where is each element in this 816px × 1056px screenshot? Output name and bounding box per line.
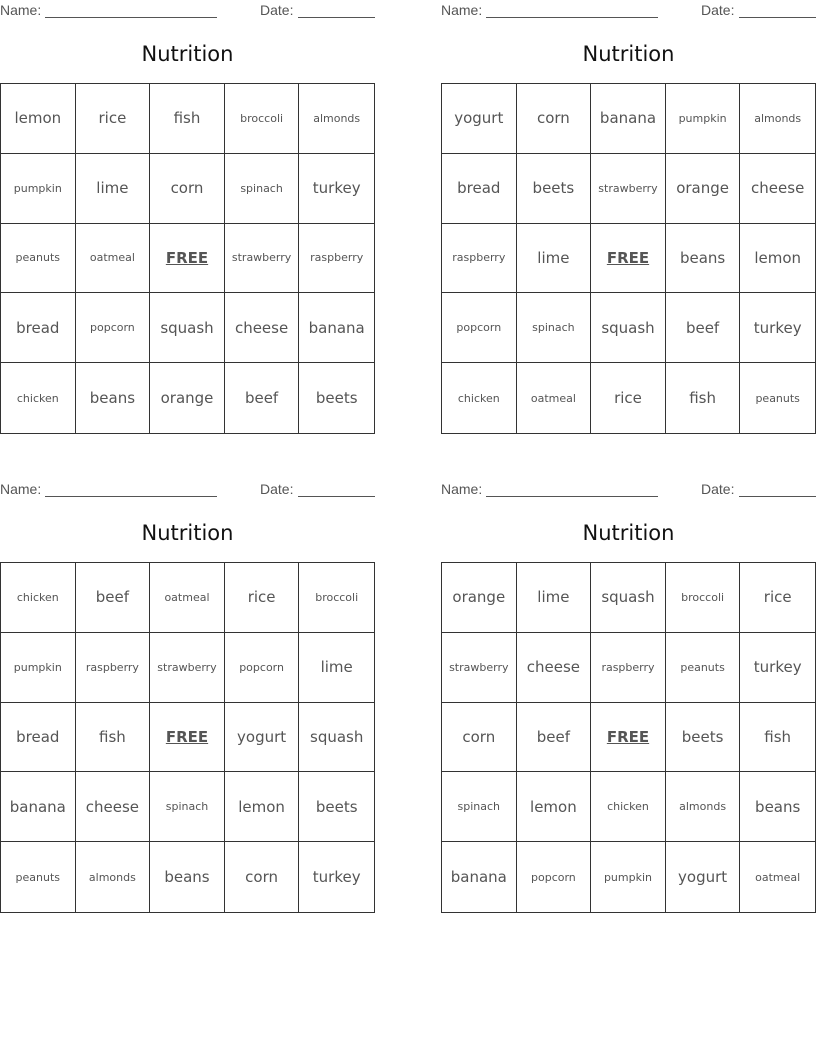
bingo-cell[interactable]: peanuts <box>1 224 76 294</box>
bingo-cell[interactable]: cheese <box>517 633 592 703</box>
bingo-cell[interactable]: corn <box>150 154 225 224</box>
bingo-cell[interactable]: broccoli <box>666 563 741 633</box>
date-field[interactable] <box>298 17 375 18</box>
card-title: Nutrition <box>141 521 234 545</box>
date-label: Date: <box>701 481 735 497</box>
bingo-cell[interactable]: yogurt <box>442 84 517 154</box>
bingo-cell[interactable]: squash <box>299 703 374 773</box>
bingo-cell[interactable]: rice <box>76 84 151 154</box>
bingo-cell[interactable]: corn <box>442 703 517 773</box>
bingo-cell[interactable]: yogurt <box>666 842 741 912</box>
bingo-cell[interactable]: popcorn <box>442 293 517 363</box>
bingo-cell[interactable]: turkey <box>740 293 815 363</box>
bingo-cell[interactable]: orange <box>150 363 225 433</box>
bingo-cell[interactable]: beans <box>740 772 815 842</box>
bingo-cell[interactable]: popcorn <box>225 633 300 703</box>
bingo-cell[interactable]: banana <box>299 293 374 363</box>
free-space-cell[interactable]: FREE <box>591 224 666 294</box>
bingo-cell[interactable]: squash <box>150 293 225 363</box>
bingo-cell[interactable]: popcorn <box>76 293 151 363</box>
bingo-cell[interactable]: oatmeal <box>755 870 801 884</box>
card-header <box>0 2 375 20</box>
date-field[interactable] <box>298 496 375 497</box>
bingo-cell[interactable]: raspberry <box>299 224 374 294</box>
bingo-cell[interactable]: broccoli <box>225 84 300 154</box>
bingo-cell[interactable]: chicken <box>442 363 517 433</box>
name-label: Name: <box>441 2 483 18</box>
bingo-cell[interactable]: fish <box>76 703 151 773</box>
bingo-cell[interactable]: beets <box>517 154 592 224</box>
bingo-cell[interactable]: banana <box>1 772 76 842</box>
bingo-cell[interactable]: oatmeal <box>150 563 225 633</box>
bingo-cell[interactable]: peanuts <box>755 391 800 405</box>
bingo-card-2 <box>441 0 816 434</box>
free-space-cell[interactable]: FREE <box>150 224 225 294</box>
bingo-cell[interactable]: almonds <box>666 772 741 842</box>
bingo-cell[interactable]: spinach <box>225 154 300 224</box>
bingo-cell[interactable]: pumpkin <box>1 154 76 224</box>
card-title: Nutrition <box>141 42 234 66</box>
bingo-cell[interactable]: cheese <box>740 154 815 224</box>
bingo-cell[interactable]: strawberry <box>442 633 517 703</box>
bingo-grid <box>0 562 375 913</box>
bingo-cell[interactable]: oatmeal <box>517 363 592 433</box>
bingo-cell[interactable]: banana <box>442 842 517 912</box>
name-label: Name: <box>441 481 483 497</box>
bingo-cell[interactable]: broccoli <box>299 563 374 633</box>
bingo-cell[interactable]: beans <box>150 842 225 912</box>
bingo-cell[interactable]: beans <box>76 363 151 433</box>
bingo-cell[interactable]: pumpkin <box>1 633 76 703</box>
bingo-cell[interactable]: lime <box>76 154 151 224</box>
bingo-cell[interactable]: beef <box>225 363 300 433</box>
bingo-cell[interactable]: beef <box>76 563 151 633</box>
bingo-cell[interactable]: lemon <box>225 772 300 842</box>
bingo-cell[interactable]: spinach <box>150 772 225 842</box>
name-field[interactable] <box>45 17 217 18</box>
bingo-cell[interactable]: strawberry <box>150 633 225 703</box>
free-space-cell[interactable]: FREE <box>150 703 225 773</box>
bingo-cell[interactable]: almonds <box>299 84 374 154</box>
bingo-cell[interactable]: raspberry <box>442 224 517 294</box>
bingo-cell[interactable]: chicken <box>591 772 666 842</box>
bingo-card-3 <box>0 479 375 913</box>
free-space-cell[interactable]: FREE <box>591 703 666 773</box>
name-field[interactable] <box>486 496 658 497</box>
bingo-card-1 <box>0 0 375 434</box>
bingo-cell[interactable]: popcorn <box>517 842 592 912</box>
bingo-cell[interactable]: yogurt <box>225 703 300 773</box>
bingo-cell[interactable]: fish <box>666 363 741 433</box>
bingo-cell[interactable]: rice <box>225 563 300 633</box>
bingo-cell[interactable]: beef <box>666 293 741 363</box>
bingo-cell[interactable]: orange <box>666 154 741 224</box>
bingo-cell[interactable]: cheese <box>225 293 300 363</box>
bingo-cell[interactable]: orange <box>442 563 517 633</box>
bingo-cell[interactable]: cheese <box>76 772 151 842</box>
bingo-cell[interactable]: beets <box>299 772 374 842</box>
bingo-cell[interactable]: squash <box>591 563 666 633</box>
bingo-cell[interactable]: lemon <box>740 224 815 294</box>
bingo-cell[interactable]: turkey <box>740 633 815 703</box>
card-header <box>441 481 816 499</box>
bingo-cell[interactable]: turkey <box>312 868 361 887</box>
bingo-cell[interactable]: corn <box>517 84 592 154</box>
bingo-cell[interactable]: beets <box>315 389 358 408</box>
bingo-cell[interactable]: beans <box>666 224 741 294</box>
bingo-cell[interactable]: lemon <box>1 84 76 154</box>
bingo-cell[interactable]: fish <box>740 703 815 773</box>
bingo-cell[interactable]: bread <box>1 703 76 773</box>
card-title: Nutrition <box>582 521 675 545</box>
bingo-cell[interactable]: lemon <box>517 772 592 842</box>
bingo-cell[interactable]: lime <box>517 563 592 633</box>
bingo-cell[interactable]: chicken <box>1 363 76 433</box>
bingo-cell[interactable]: rice <box>591 363 666 433</box>
bingo-card-4 <box>441 479 816 913</box>
bingo-grid <box>441 562 816 913</box>
bingo-cell[interactable]: lime <box>299 633 374 703</box>
bingo-grid <box>441 83 816 434</box>
bingo-cell[interactable]: strawberry <box>591 154 666 224</box>
card-title: Nutrition <box>582 42 675 66</box>
bingo-cell[interactable]: raspberry <box>591 633 666 703</box>
bingo-cell[interactable]: bread <box>442 154 517 224</box>
date-label: Date: <box>260 2 294 18</box>
bingo-cell[interactable]: pumpkin <box>666 84 741 154</box>
bingo-cell[interactable]: banana <box>591 84 666 154</box>
bingo-cell[interactable]: fish <box>150 84 225 154</box>
bingo-cell[interactable]: rice <box>740 563 815 633</box>
bingo-cell[interactable]: squash <box>591 293 666 363</box>
name-field[interactable] <box>45 496 217 497</box>
bingo-cell[interactable]: strawberry <box>225 224 300 294</box>
bingo-cell[interactable]: bread <box>1 293 76 363</box>
bingo-cell[interactable]: beets <box>666 703 741 773</box>
name-label: Name: <box>0 2 42 18</box>
date-field[interactable] <box>739 17 816 18</box>
card-header <box>441 2 816 20</box>
bingo-cell[interactable]: raspberry <box>76 633 151 703</box>
name-label: Name: <box>0 481 42 497</box>
date-label: Date: <box>701 2 735 18</box>
date-field[interactable] <box>739 496 816 497</box>
bingo-cell[interactable]: lime <box>517 224 592 294</box>
name-field[interactable] <box>486 17 658 18</box>
bingo-cell[interactable]: oatmeal <box>76 224 151 294</box>
bingo-grid <box>0 83 375 434</box>
bingo-cell[interactable]: turkey <box>299 154 374 224</box>
bingo-cell[interactable]: almonds <box>740 84 815 154</box>
bingo-cell[interactable]: peanuts <box>666 633 741 703</box>
card-header <box>0 481 375 499</box>
date-label: Date: <box>260 481 294 497</box>
bingo-cell[interactable]: spinach <box>517 293 592 363</box>
bingo-cell[interactable]: almonds <box>76 842 151 912</box>
bingo-cell[interactable]: spinach <box>442 772 517 842</box>
bingo-cell[interactable]: pumpkin <box>591 842 666 912</box>
bingo-cell[interactable]: peanuts <box>1 842 76 912</box>
bingo-cell[interactable]: chicken <box>1 563 76 633</box>
bingo-cell[interactable]: corn <box>225 842 300 912</box>
bingo-cell[interactable]: beef <box>517 703 592 773</box>
